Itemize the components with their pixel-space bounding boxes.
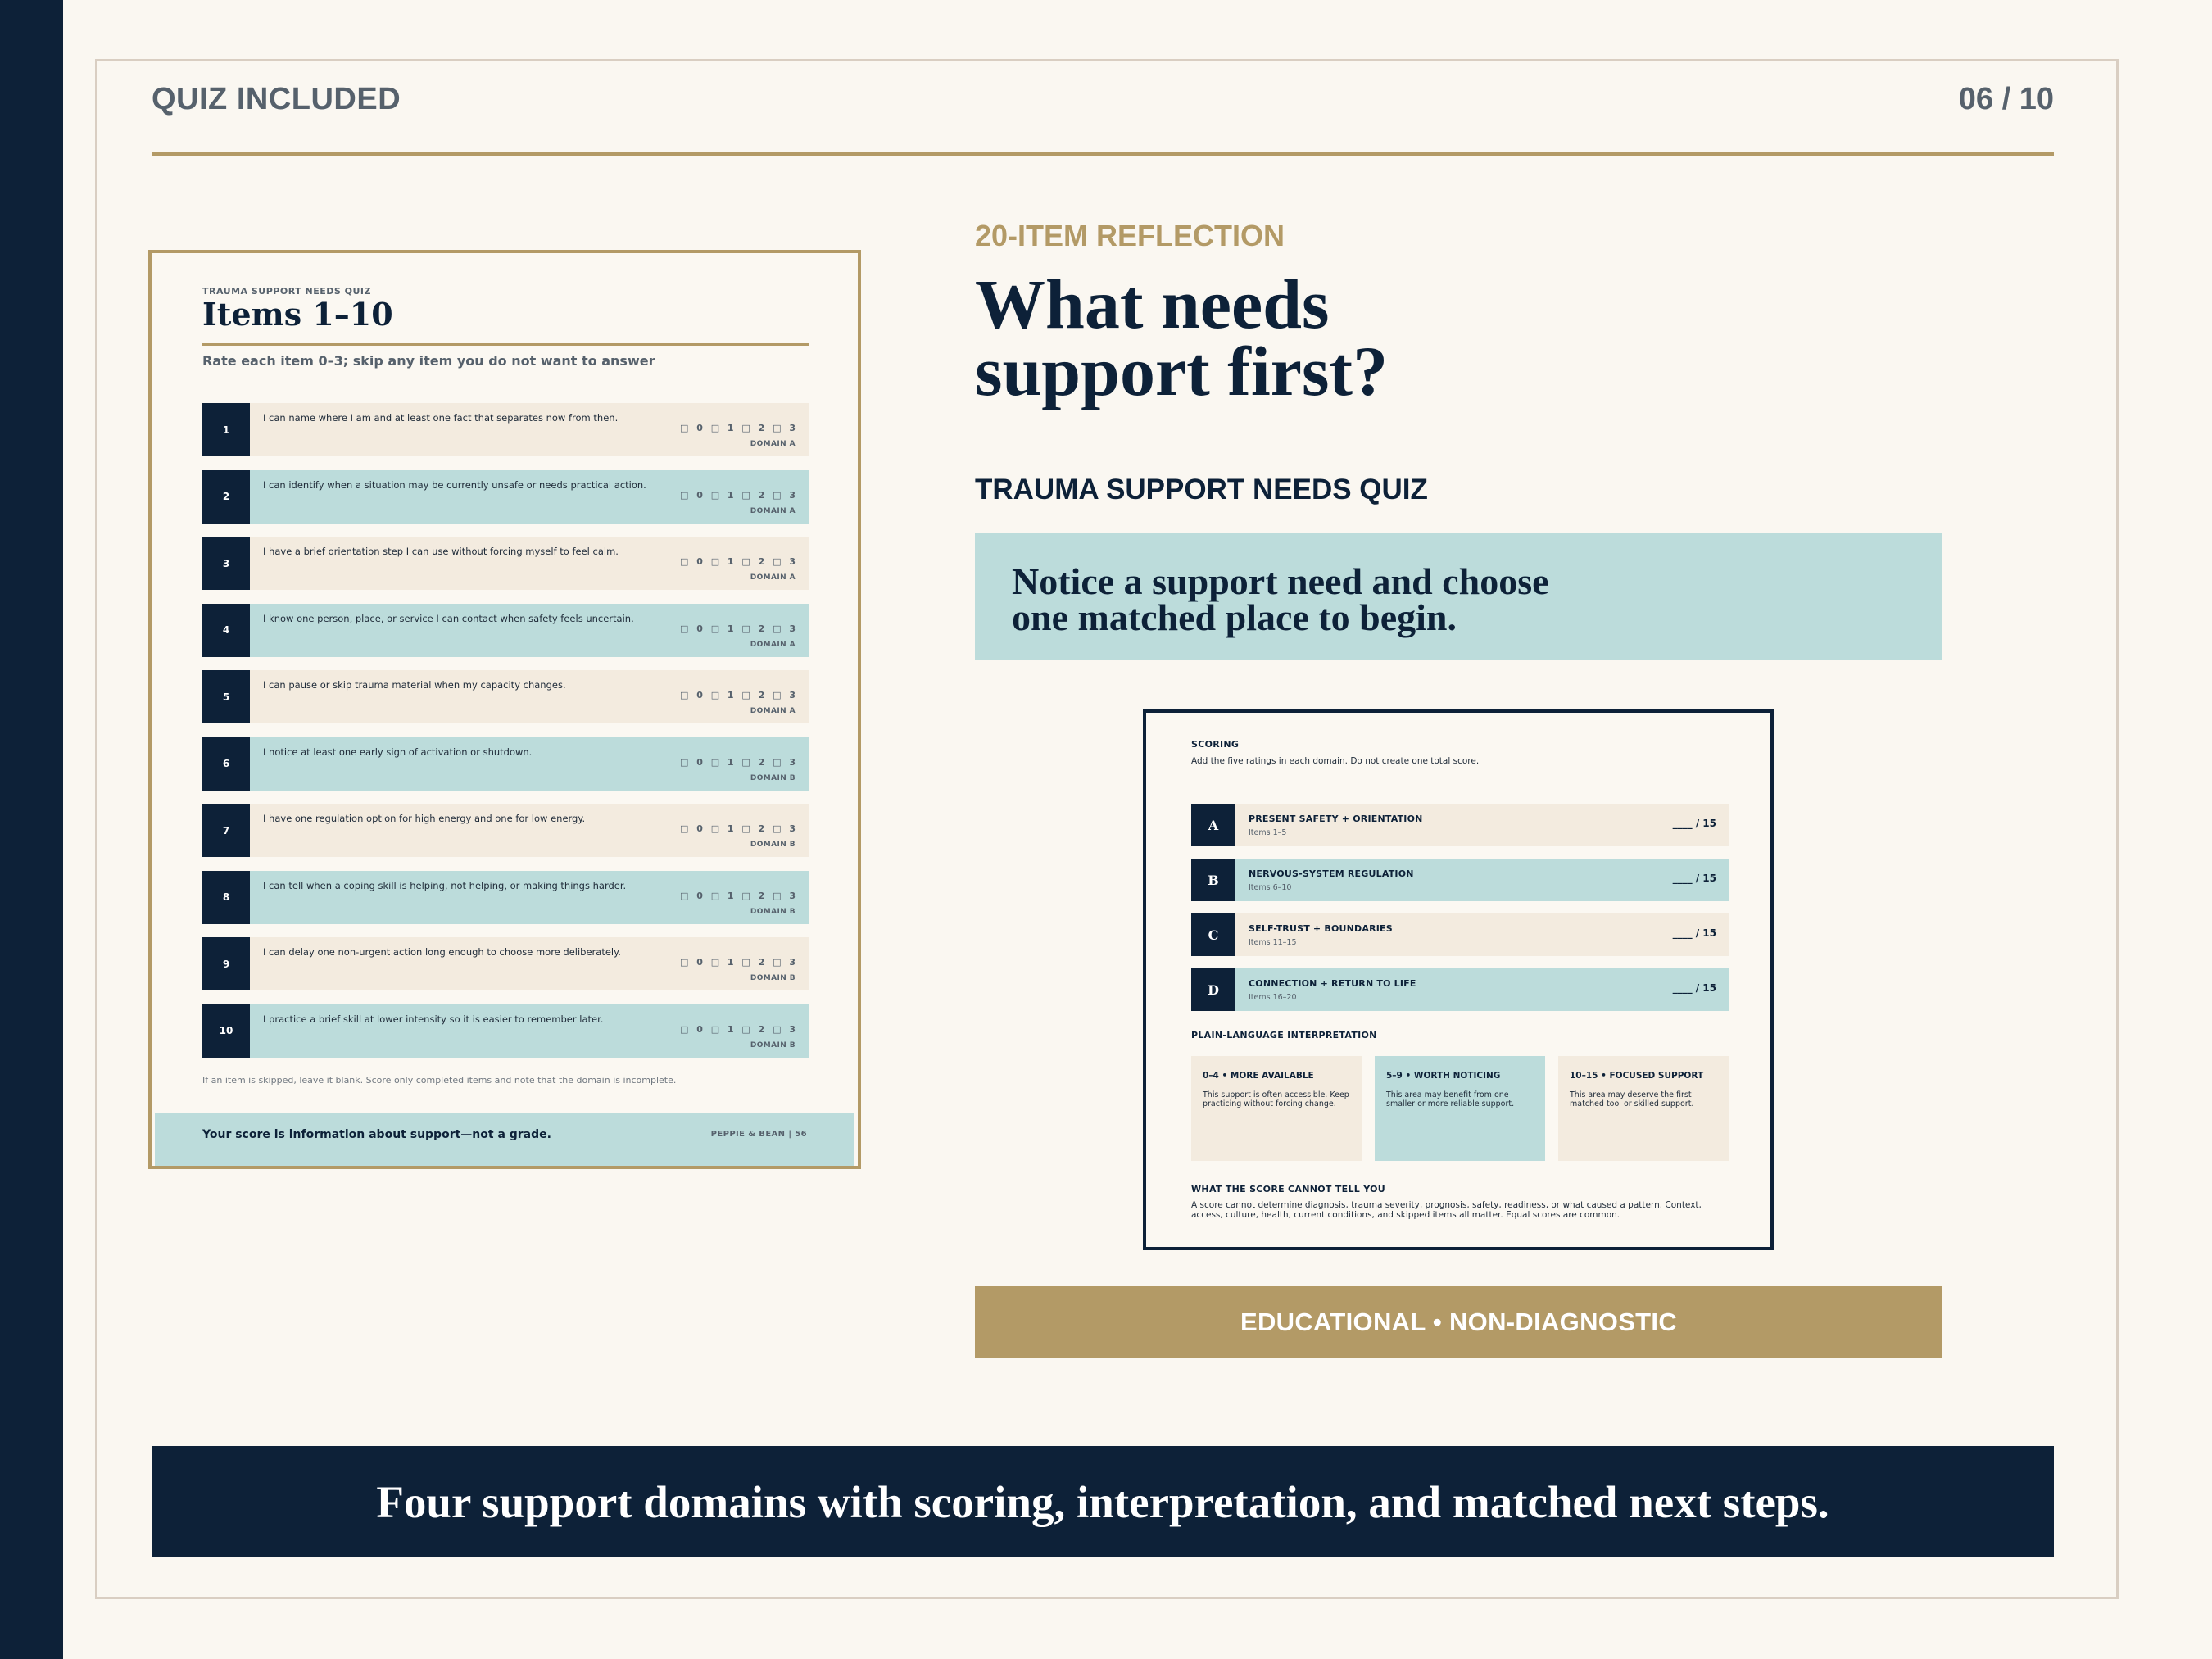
limits-text: A score cannot determine diagnosis, trauma severity, prognosis, safety, readiness, or what caused a pattern. Context, access, culture, health, current conditions, and skipped items all matter. Equal scores are common. xyxy=(1191,1200,1702,1220)
item-text: I can pause or skip trauma material when my capacity changes. xyxy=(263,679,566,691)
item-text: I practice a brief skill at lower intensity so it is easier to remember later. xyxy=(263,1013,604,1025)
worksheet-title: Items 1–10 xyxy=(202,296,393,333)
callout-line: Notice a support need and choose xyxy=(1012,560,1549,602)
band-text: This area may deserve the first matched tool or skilled support. xyxy=(1570,1090,1694,1108)
item-text: I can delay one non-urgent action long enough to choose more deliberately. xyxy=(263,946,621,958)
domain-row xyxy=(1191,859,1729,901)
band-text: This area may benefit from one smaller or more reliable support. xyxy=(1386,1090,1515,1108)
domain-score-list xyxy=(1191,804,1729,1023)
title-line: What needs xyxy=(975,265,1330,343)
summary-text: Four support domains with scoring, interpretation, and matched next steps. xyxy=(376,1476,1829,1527)
item-number: 8 xyxy=(202,871,250,924)
worksheet-subtitle: Rate each item 0–3; skip any item you do not want to answer xyxy=(202,353,655,369)
header-rule xyxy=(152,152,2054,156)
domain-name: PRESENT SAFETY + ORIENTATION xyxy=(1249,814,1423,824)
quiz-item xyxy=(202,470,809,524)
left-accent-bar xyxy=(0,0,63,1659)
rating-options[interactable]: □ 0 □ 1 □ 2 □ 3 xyxy=(680,890,796,901)
quiz-item-list xyxy=(202,403,809,1071)
domain-score-field[interactable]: ____ / 15 xyxy=(1672,982,1716,994)
section-kicker: 20-ITEM REFLECTION xyxy=(975,219,1285,252)
quiz-item xyxy=(202,537,809,590)
item-number: 2 xyxy=(202,470,250,524)
quiz-item xyxy=(202,937,809,990)
item-domain: DOMAIN A xyxy=(750,506,796,515)
item-domain: DOMAIN A xyxy=(750,573,796,582)
scoring-heading: SCORING xyxy=(1191,739,1240,750)
rating-options[interactable]: □ 0 □ 1 □ 2 □ 3 xyxy=(680,823,796,834)
item-text: I can name where I am and at least one fact that separates now from then. xyxy=(263,412,619,424)
item-number: 5 xyxy=(202,670,250,723)
domain-letter: D xyxy=(1191,968,1235,1011)
scoring-preview xyxy=(1143,709,1774,1250)
domain-score-field[interactable]: ____ / 15 xyxy=(1672,873,1716,884)
domain-letter: A xyxy=(1191,804,1235,846)
item-domain: DOMAIN B xyxy=(750,907,796,916)
interpretation-bands xyxy=(1191,1056,1729,1161)
item-number: 4 xyxy=(202,604,250,657)
item-text: I have a brief orientation step I can use without forcing myself to feel calm. xyxy=(263,546,619,557)
domain-letter: C xyxy=(1191,913,1235,956)
domain-name: NERVOUS-SYSTEM REGULATION xyxy=(1249,868,1414,879)
rating-options[interactable]: □ 0 □ 1 □ 2 □ 3 xyxy=(680,957,796,968)
page-title xyxy=(975,265,1712,410)
cropped-text-line xyxy=(1191,709,1732,715)
interpretation-heading: PLAIN-LANGUAGE INTERPRETATION xyxy=(1191,1030,1377,1040)
disclaimer-text: EDUCATIONAL • NON-DIAGNOSTIC xyxy=(1240,1308,1678,1336)
item-domain: DOMAIN B xyxy=(750,773,796,782)
band-title: 0–4 • MORE AVAILABLE xyxy=(1203,1071,1314,1081)
domain-name: SELF-TRUST + BOUNDARIES xyxy=(1249,923,1393,934)
item-number: 10 xyxy=(202,1004,250,1058)
domain-letter: B xyxy=(1191,859,1235,901)
quiz-item xyxy=(202,403,809,456)
quiz-item xyxy=(202,804,809,857)
domain-items: Items 6–10 xyxy=(1249,883,1292,892)
band-title: 10–15 • FOCUSED SUPPORT xyxy=(1570,1071,1704,1081)
title-line: support first? xyxy=(975,332,1389,410)
worksheet-kicker: TRAUMA SUPPORT NEEDS QUIZ xyxy=(202,286,371,297)
worksheet-preview xyxy=(148,250,861,1169)
domain-row xyxy=(1191,968,1729,1011)
item-domain: DOMAIN B xyxy=(750,974,796,982)
section-eyebrow: QUIZ INCLUDED xyxy=(152,82,401,116)
domain-row xyxy=(1191,913,1729,956)
worksheet-rule xyxy=(202,343,809,346)
rating-options[interactable]: □ 0 □ 1 □ 2 □ 3 xyxy=(680,690,796,700)
rating-options[interactable]: □ 0 □ 1 □ 2 □ 3 xyxy=(680,756,796,768)
domain-items: Items 11–15 xyxy=(1249,938,1297,947)
callout-box xyxy=(975,533,1942,660)
summary-banner xyxy=(152,1446,2054,1557)
interpretation-band xyxy=(1191,1056,1362,1161)
item-domain: DOMAIN B xyxy=(750,1040,796,1049)
limits-heading: WHAT THE SCORE CANNOT TELL YOU xyxy=(1191,1184,1385,1194)
item-text: I can tell when a coping skill is helping, not helping, or making things harder. xyxy=(263,879,627,891)
item-number: 1 xyxy=(202,403,250,456)
quiz-label: TRAUMA SUPPORT NEEDS QUIZ xyxy=(975,474,1428,505)
item-number: 3 xyxy=(202,537,250,590)
rating-options[interactable]: □ 0 □ 1 □ 2 □ 3 xyxy=(680,1023,796,1035)
item-domain: DOMAIN A xyxy=(750,640,796,649)
item-text: I know one person, place, or service I can contact when safety feels uncertain. xyxy=(263,612,634,624)
domain-row xyxy=(1191,804,1729,846)
band-title: 5–9 • WORTH NOTICING xyxy=(1386,1071,1501,1081)
item-number: 6 xyxy=(202,737,250,791)
interpretation-band xyxy=(1375,1056,1545,1161)
quiz-item xyxy=(202,604,809,657)
worksheet-note: If an item is skipped, leave it blank. Score only completed items and note that the domain is incomplete. xyxy=(202,1075,677,1086)
item-domain: DOMAIN A xyxy=(750,707,796,715)
domain-score-field[interactable]: ____ / 15 xyxy=(1672,818,1716,829)
interpretation-band xyxy=(1558,1056,1729,1161)
domain-name: CONNECTION + RETURN TO LIFE xyxy=(1249,978,1416,989)
rating-options[interactable]: □ 0 □ 1 □ 2 □ 3 xyxy=(680,489,796,501)
domain-items: Items 1–5 xyxy=(1249,828,1287,837)
quiz-item xyxy=(202,670,809,723)
item-domain: DOMAIN A xyxy=(750,440,796,448)
item-text: I have one regulation option for high energy and one for low energy. xyxy=(263,813,586,824)
quiz-item xyxy=(202,737,809,791)
item-number: 7 xyxy=(202,804,250,857)
scoring-text: Add the five ratings in each domain. Do not create one total score. xyxy=(1191,756,1480,766)
rating-options[interactable]: □ 0 □ 1 □ 2 □ 3 xyxy=(680,556,796,567)
band-text: This support is often accessible. Keep practicing without forcing change. xyxy=(1203,1090,1349,1108)
item-text: I notice at least one early sign of activation or shutdown. xyxy=(263,746,533,758)
worksheet-footer xyxy=(155,1113,854,1166)
domain-score-field[interactable]: ____ / 15 xyxy=(1672,927,1716,939)
callout-text xyxy=(1012,560,1913,638)
item-domain: DOMAIN B xyxy=(750,841,796,849)
rating-options[interactable]: □ 0 □ 1 □ 2 □ 3 xyxy=(680,423,796,433)
quiz-item xyxy=(202,1004,809,1058)
quiz-item xyxy=(202,871,809,924)
item-text: I can identify when a situation may be currently unsafe or needs practical action. xyxy=(263,478,646,491)
worksheet-footer-brand: PEPPIE & BEAN | 56 xyxy=(710,1130,807,1139)
item-number: 9 xyxy=(202,937,250,990)
page-number: 06 / 10 xyxy=(1958,82,2054,116)
worksheet-footer-text: Your score is information about support—not a grade. xyxy=(202,1128,551,1141)
callout-line: one matched place to begin. xyxy=(1012,596,1457,638)
rating-options[interactable]: □ 0 □ 1 □ 2 □ 3 xyxy=(680,623,796,634)
domain-items: Items 16–20 xyxy=(1249,993,1297,1002)
disclaimer-tag xyxy=(975,1286,1942,1358)
